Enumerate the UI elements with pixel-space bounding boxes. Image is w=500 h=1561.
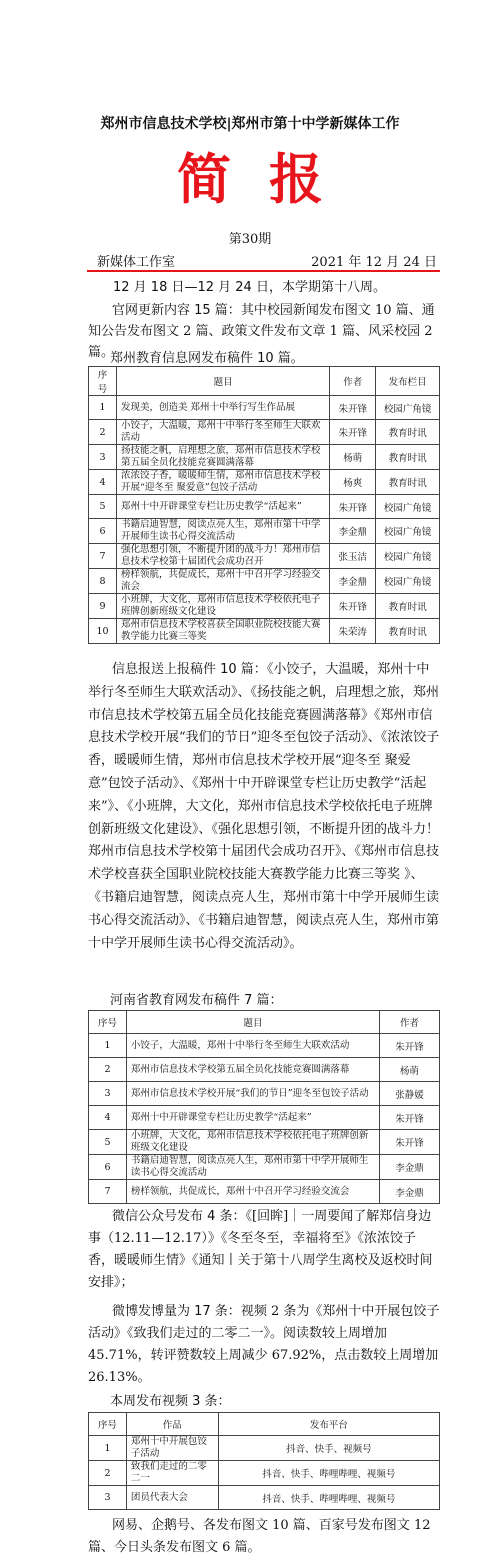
official-site-lead: 官网更新内容 15 篇： [112, 303, 241, 318]
footer-paragraph: 网易、企鹅号、各发布图文 10 篇、百家号发布图文 12 篇、今日头条发布图文 6 篇。 [88, 1518, 431, 1555]
table-header-cell: 发布平台 [218, 1413, 439, 1436]
table-cell: 朱开锋 [330, 594, 376, 619]
table-cell: 5 [89, 495, 117, 519]
table-header-cell: 题目 [116, 367, 329, 396]
table-row [89, 470, 440, 495]
table-cell: 郑州市信息技术学校第五届全员化技能竞赛圆满落幕 [126, 1058, 379, 1082]
table-row [89, 519, 440, 544]
table-cell: 小班牌，大文化，郑州市信息技术学校依托电子班牌创新班级文化建设 [116, 594, 329, 619]
table-cell: 郑州市信息技术学校喜获全国职业院校技能大赛教学能力比赛三等奖 [116, 619, 329, 644]
issue-number: 第30期 [228, 232, 272, 247]
table-cell: 书籍启迪智慧，阅读点亮人生，郑州市第十中学开展师生读书心得交流活动 [126, 1155, 379, 1180]
table-header-row [89, 367, 440, 396]
office-name: 新媒体工作室 [97, 255, 176, 270]
report-text: 《小饺子，大温暖，郑州十中举行冬至师生大联欢活动》、《扬技能之帆，启理想之旅，郑州市信息技术学校第五届全员化技能竞赛圆满落幕》《郑州市信息技术学校开展“我们的节日”迎冬至包饺子活动》、《浓浓饺子香，暖暖师生情，郑州市信息技术学校开展“迎冬至 聚爱意”包饺子活动》、《郑州十中开辟课堂专栏让历史教学“活起来”》、《小班牌，大文化，郑州市信息技术学校依托电子班牌创新班级文化建设》、《强化思想引领，不断提升团的战斗力！郑州市信息技术学校第十届团代会成功召开》、《郑州市信息技术学校喜获全国职业院校技能大赛教学能力比赛三等奖 》、《书籍启迪智慧，阅读点亮人生，郑州市第十中学开展师生读书心得交流活动》、《书籍启迪智慧，阅读点亮人生，郑州市第十中学开展师生读书心得交流活动》。 [88, 662, 440, 951]
table-cell: 李金鼎 [330, 569, 376, 594]
table-cell: 郑州十中开展包饺子活动 [126, 1436, 218, 1461]
table-cell: 朱开锋 [380, 1034, 440, 1058]
table-cell: 1 [89, 1436, 127, 1461]
table-cell: 1 [89, 396, 117, 420]
table-row [89, 420, 440, 445]
table-cell: 李金鼎 [380, 1180, 440, 1204]
table-cell: 8 [89, 569, 117, 594]
table-cell: 教育时讯 [376, 619, 440, 644]
table-cell: 2 [89, 420, 117, 445]
table-cell: 校园广角镜 [376, 519, 440, 544]
table-row [89, 495, 440, 519]
publish-date: 2021 年 12 月 24 日 [311, 255, 437, 270]
table-cell: 李金鼎 [330, 519, 376, 544]
table-cell: 教育时讯 [376, 594, 440, 619]
table-cell: 小班牌，大文化，郑州市信息技术学校依托电子班牌创新班级文化建设 [126, 1130, 379, 1155]
table-cell: 3 [89, 1486, 127, 1510]
table-cell: 小饺子，大温暖，郑州十中举行冬至师生大联欢活动 [126, 1034, 379, 1058]
table-cell: 朱开锋 [330, 420, 376, 445]
table-row [89, 445, 440, 470]
video-table [88, 1412, 440, 1510]
table-row [89, 544, 440, 569]
table-cell: 7 [89, 544, 117, 569]
table-cell: 浓浓饺子香，暖暖师生情，郑州市信息技术学校开展“迎冬至 聚爱意”包饺子活动 [116, 470, 329, 495]
table-cell: 书籍启迪智慧，阅读点亮人生，郑州市第十中学开展师生读书心得交流活动 [116, 519, 329, 544]
table-cell: 抖音、快手、哔哩哔哩、视频号 [218, 1486, 439, 1510]
table-row [89, 1155, 440, 1180]
table-row [89, 1058, 440, 1082]
table-header-row [89, 1011, 440, 1034]
table-cell: 6 [89, 1155, 127, 1180]
table-cell: 朱开锋 [330, 396, 376, 420]
table-cell: 校园广角镜 [376, 569, 440, 594]
bulletin-title: 简报 [177, 148, 361, 211]
header-organization: 郑州市信息技术学校|郑州市第十中学新媒体工作 [100, 116, 400, 132]
zz-section-title: 郑州教育信息网发布稿件 10 篇。 [110, 351, 304, 366]
table-cell: 3 [89, 1082, 127, 1106]
table-row [89, 594, 440, 619]
table-header-cell: 序号 [89, 367, 117, 396]
hn-table [88, 1010, 440, 1204]
report-lead: 信息报送上报稿件 10 篇： [112, 662, 267, 677]
table-header-cell: 作者 [330, 367, 376, 396]
week-line: 12 月 18 日—12 月 24 日，本学期第十八周。 [113, 280, 386, 295]
table-cell: 校园广角镜 [376, 396, 440, 420]
table-header-cell: 序号 [89, 1413, 127, 1436]
table-cell: 教育时讯 [376, 420, 440, 445]
table-cell: 5 [89, 1130, 127, 1155]
table-cell: 抖音、快手、哔哩哔哩、视频号 [218, 1461, 439, 1486]
weibo-lead: 微博发博量为 17 条： [112, 1304, 241, 1319]
table-row [89, 619, 440, 644]
wechat-lead: 微信公众号发布 4 条： [112, 1209, 246, 1224]
report-paragraph [88, 659, 440, 955]
table-row [89, 1436, 440, 1461]
table-cell: 朱开锋 [380, 1106, 440, 1130]
table-row [89, 1034, 440, 1058]
weibo-text: 视频 2 条为《郑州十中开展包饺子活动》《致我们走过的二零二一》。阅读数较上周增加 45.71%，转评赞数较上周减少 67.92%，点击数较上周增加 26.13%。 [88, 1304, 440, 1385]
table-cell: 发现美，创造美 郑州十中举行写生作品展 [116, 396, 329, 420]
table-cell: 郑州十中开辟课堂专栏让历史教学“活起来” [126, 1106, 379, 1130]
table-cell: 扬技能之帆，启理想之旅，郑州市信息技术学校第五届全员化技能竞赛圆满落幕 [116, 445, 329, 470]
table-cell: 张玉洁 [330, 544, 376, 569]
weibo-paragraph [88, 1301, 440, 1389]
table-cell: 郑州十中开辟课堂专栏让历史教学“活起来” [116, 495, 329, 519]
table-cell: 1 [89, 1034, 127, 1058]
table-cell: 榜样领航，共促成长，郑州十中召开学习经验交流会 [116, 569, 329, 594]
video-section-title: 本周发布视频 3 条： [110, 1394, 231, 1409]
wechat-paragraph [88, 1206, 440, 1294]
table-header-cell: 发布栏目 [376, 367, 440, 396]
table-row [89, 569, 440, 594]
table-cell: 朱荣涛 [330, 619, 376, 644]
red-divider [87, 270, 440, 272]
table-header-row [89, 1413, 440, 1436]
table-cell: 朱开锋 [330, 495, 376, 519]
table-cell: 10 [89, 619, 117, 644]
table-row [89, 1130, 440, 1155]
table-cell: 李金鼎 [380, 1155, 440, 1180]
table-header-cell: 作者 [380, 1011, 440, 1034]
table-cell: 榜样领航，共促成长，郑州十中召开学习经验交流会 [126, 1180, 379, 1204]
table-cell: 9 [89, 594, 117, 619]
table-cell: 4 [89, 470, 117, 495]
official-site-text: 其中校园新闻发布图文 10 篇、通知公告发布图文 2 篇、政策文件发布文章 1 篇、风采校园 2 篇。 [88, 303, 435, 360]
table-cell: 杨爽 [330, 470, 376, 495]
table-cell: 教育时讯 [376, 445, 440, 470]
table-cell: 强化思想引领，不断提升团的战斗力！郑州市信息技术学校第十届团代会成功召开 [116, 544, 329, 569]
table-header-cell: 作品 [126, 1413, 218, 1436]
table-cell: 3 [89, 445, 117, 470]
table-cell: 小饺子，大温暖，郑州十中举行冬至师生大联欢活动 [116, 420, 329, 445]
table-header-cell: 题目 [126, 1011, 379, 1034]
table-cell: 校园广角镜 [376, 495, 440, 519]
table-row [89, 1486, 440, 1510]
table-cell: 校园广角镜 [376, 544, 440, 569]
table-row [89, 1180, 440, 1204]
table-cell: 郑州市信息技术学校开展“我们的节日”迎冬至包饺子活动 [126, 1082, 379, 1106]
table-cell: 2 [89, 1461, 127, 1486]
zz-table [88, 366, 440, 644]
table-cell: 7 [89, 1180, 127, 1204]
table-cell: 抖音、快手、视频号 [218, 1436, 439, 1461]
table-cell: 致我们走过的二零二一 [126, 1461, 218, 1486]
table-cell: 教育时讯 [376, 470, 440, 495]
table-cell: 朱开锋 [380, 1130, 440, 1155]
table-cell: 杨萌 [380, 1058, 440, 1082]
table-row [89, 1106, 440, 1130]
table-header-cell: 序号 [89, 1011, 127, 1034]
wechat-text: 《[回眸]｜一周要闻了解郑信身边事（12.11—12.17）》《冬至冬至，幸福将至》《浓浓饺子香，暖暖师生情》《通知丨关于第十八周学生离校及返校时间安排》； [88, 1209, 433, 1290]
table-row [89, 1082, 440, 1106]
table-cell: 2 [89, 1058, 127, 1082]
table-cell: 6 [89, 519, 117, 544]
table-row [89, 396, 440, 420]
table-cell: 张静媛 [380, 1082, 440, 1106]
table-row [89, 1461, 440, 1486]
table-cell: 4 [89, 1106, 127, 1130]
table-cell: 杨萌 [330, 445, 376, 470]
hn-section-title: 河南省教育网发布稿件 7 篇： [110, 993, 283, 1008]
table-cell: 团员代表大会 [126, 1486, 218, 1510]
